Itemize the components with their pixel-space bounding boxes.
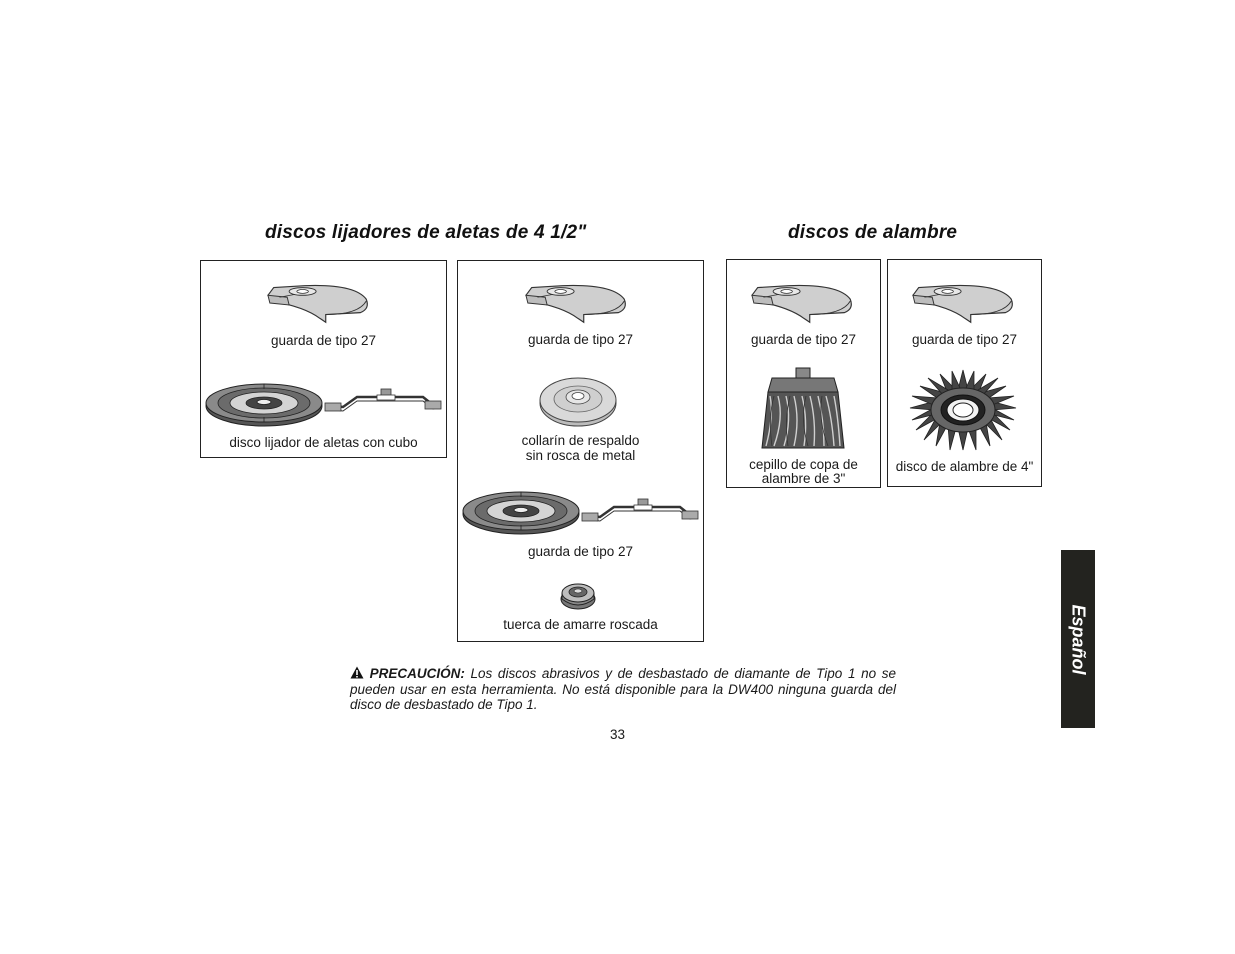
- caption-flange-line1: collarín de respaldo: [521, 433, 640, 448]
- caption-guard: guarda de tipo 27: [527, 332, 634, 347]
- guard-side-icon: [323, 387, 443, 417]
- heading-flap-discs: discos lijadores de aletas de 4 1/2": [265, 222, 587, 243]
- guard-type27-icon: [750, 281, 856, 325]
- box-wire-wheel: [887, 259, 1042, 487]
- wire-wheel-icon: [908, 368, 1018, 452]
- caption-guard: guarda de tipo 27: [911, 332, 1018, 347]
- box-cup-brush: [726, 259, 881, 488]
- caption-guard: guarda de tipo 27: [750, 332, 857, 347]
- guard-side-icon: [580, 497, 700, 527]
- guard-type27-icon: [266, 281, 372, 325]
- caution-text: Los discos abrasivos y de desbastado de diamante de Tipo 1 no se pueden usar en esta herramienta. No está disponible para la DW400 ninguna guarda del disco de desbastado de Tipo 1.: [350, 666, 896, 712]
- box-flap-disc: [200, 260, 447, 458]
- caption-wire-wheel: disco de alambre de 4": [895, 459, 1034, 474]
- caption-guard: guarda de tipo 27: [270, 333, 377, 348]
- box-flap-disc-flange: [457, 260, 704, 642]
- caption-flange-line2: sin rosca de metal: [525, 448, 636, 463]
- clamp-nut-icon: [558, 581, 598, 611]
- language-tab: [1061, 550, 1095, 728]
- backing-flange-icon: [538, 375, 618, 427]
- cup-brush-icon: [758, 366, 848, 452]
- caption-brush-line2: alambre de 3": [761, 471, 846, 486]
- language-tab-label: Español: [1068, 603, 1089, 675]
- caption-brush-line1: cepillo de copa de: [749, 457, 858, 472]
- caption-nut: tuerca de amarre roscada: [503, 617, 658, 632]
- guard-type27-icon: [524, 281, 630, 325]
- flap-disc-icon: [461, 489, 581, 535]
- caption-flap-disc: disco lijador de aletas con cubo: [229, 435, 418, 450]
- heading-wire-wheels: discos de alambre: [788, 222, 958, 243]
- warning-triangle-icon: [350, 666, 364, 679]
- caption-guard-2: guarda de tipo 27: [527, 544, 634, 559]
- caution-note: [350, 666, 896, 713]
- caution-label: PRECAUCIÓN:: [369, 666, 465, 681]
- flap-disc-icon: [204, 381, 324, 427]
- page-number: 33: [609, 727, 626, 742]
- guard-type27-icon: [911, 281, 1017, 325]
